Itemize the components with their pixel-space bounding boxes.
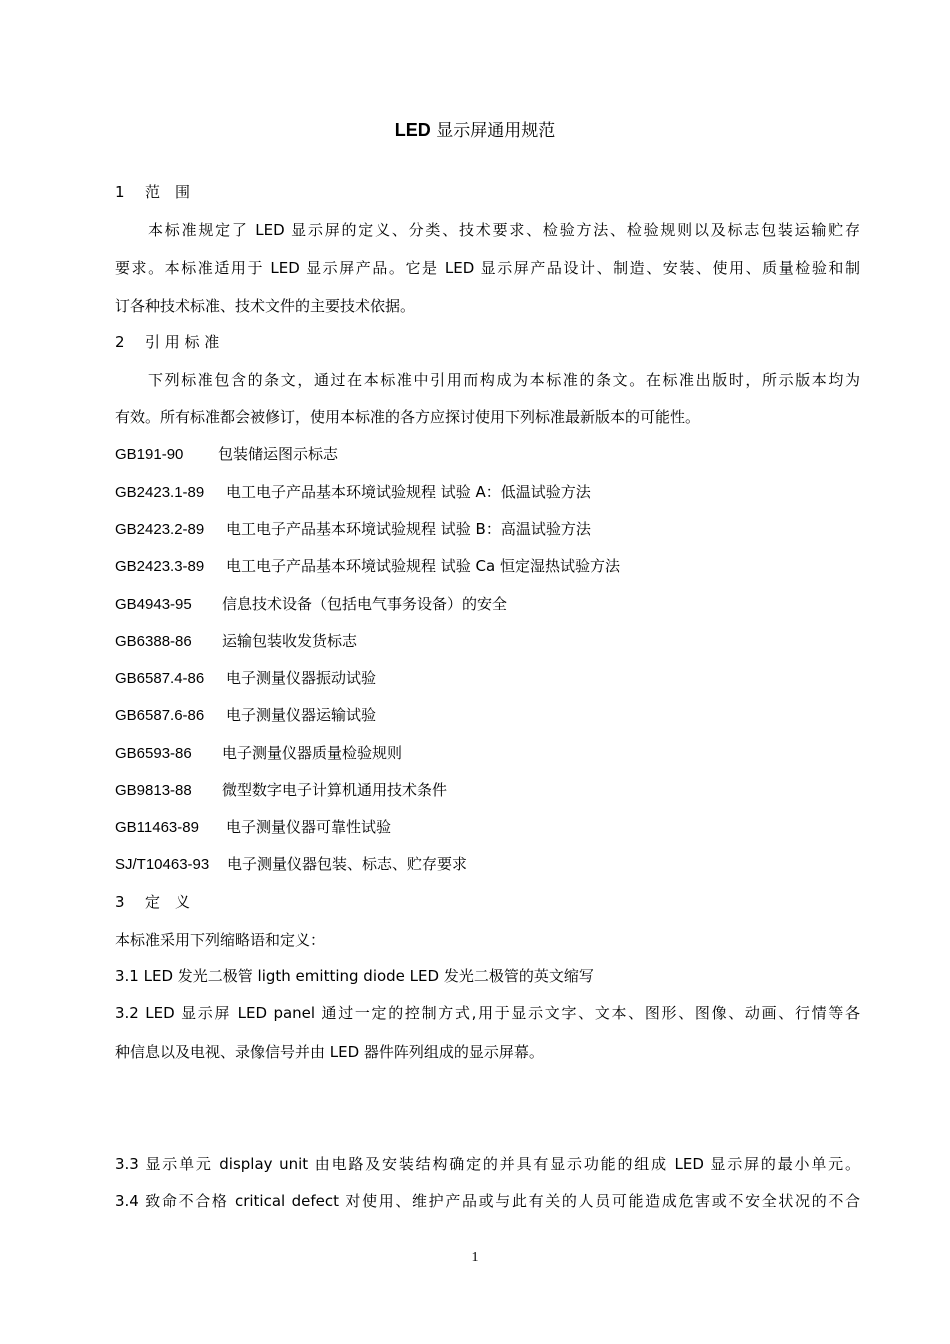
section-1-paragraph-line-2: 要求。本标准适用于 LED 显示屏产品。它是 LED 显示屏产品设计、制造、安装、使用、质量检验和制	[115, 259, 860, 277]
reference-code: GB6388-86	[115, 633, 192, 650]
reference-name: 信息技术设备（包括电气事务设备）的安全	[222, 595, 508, 613]
reference-item	[115, 779, 860, 802]
reference-name: 电工电子产品基本环境试验规程 试验 Ca 恒定湿热试验方法	[226, 557, 620, 575]
section-2-paragraph-line-2: 有效。所有标准都会被修订，使用本标准的各方应探讨使用下列标准最新版本的可能性。	[115, 408, 701, 426]
reference-code: GB2423.2-89	[115, 521, 205, 538]
reference-code: GB9813-88	[115, 782, 192, 799]
section-2-heading	[115, 331, 860, 353]
section-1-paragraph-line-3: 订各种技术标准、技术文件的主要技术依据。	[115, 297, 416, 315]
reference-name: 包装储运图示标志	[218, 445, 339, 463]
section-3-title: 定 义	[145, 893, 191, 911]
definition-3-2-line-1: 3.2 LED 显示屏 LED panel 通过一定的控制方式,用于显示文字、文本、图形、图像、动画、行情等各	[115, 1004, 860, 1022]
title-prefix: LED	[394, 120, 431, 140]
reference-item	[115, 742, 860, 765]
reference-item	[115, 443, 860, 466]
reference-code: GB6593-86	[115, 745, 192, 762]
section-2-title: 引 用 标 准	[145, 333, 220, 351]
reference-code: GB2423.1-89	[115, 484, 205, 501]
reference-item	[115, 816, 860, 839]
reference-name: 电子测量仪器振动试验	[226, 669, 377, 687]
reference-name: 电子测量仪器运输试验	[226, 706, 377, 724]
reference-code: GB2423.3-89	[115, 558, 205, 575]
section-2-number: 2	[115, 333, 125, 351]
reference-code: GB6587.4-86	[115, 670, 205, 687]
reference-item	[115, 853, 860, 876]
title-suffix: 显示屏通用规范	[430, 121, 556, 141]
section-3-intro: 本标准采用下列缩略语和定义：	[115, 931, 326, 949]
reference-item	[115, 704, 860, 727]
section-1-title: 范 围	[145, 183, 191, 201]
reference-code: GB11463-89	[115, 819, 199, 836]
section-1-number: 1	[115, 183, 125, 201]
section-1-heading	[115, 181, 860, 203]
reference-name: 电子测量仪器质量检验规则	[222, 744, 403, 762]
section-3-number: 3	[115, 893, 125, 911]
definition-3-4: 3.4 致命不合格 critical defect 对使用、维护产品或与此有关的人员可能造成危害或不安全状况的不合	[115, 1192, 860, 1210]
document-title	[0, 116, 950, 141]
reference-item	[115, 593, 860, 616]
definition-3-2-line-2: 种信息以及电视、录像信号并由 LED 器件阵列组成的显示屏幕。	[115, 1043, 544, 1061]
section-2-paragraph-line-1: 下列标准包含的条文，通过在本标准中引用而构成为本标准的条文。在标准出版时，所示版本均为	[148, 371, 860, 389]
definition-3-1: 3.1 LED 发光二极管 ligth emitting diode LED 发光二极管的英文缩写	[115, 967, 594, 985]
reference-name: 电子测量仪器可靠性试验	[226, 818, 392, 836]
reference-code: SJ/T10463-93	[115, 856, 210, 873]
reference-item	[115, 667, 860, 690]
reference-code: GB4943-95	[115, 596, 192, 613]
reference-code: GB191-90	[115, 446, 184, 463]
reference-item	[115, 518, 860, 541]
reference-code: GB6587.6-86	[115, 707, 205, 724]
reference-name: 电工电子产品基本环境试验规程 试验 B：高温试验方法	[226, 520, 591, 538]
section-1-paragraph-line-1: 本标准规定了 LED 显示屏的定义、分类、技术要求、检验方法、检验规则以及标志包装运输贮存	[148, 221, 860, 239]
reference-name: 运输包装收发货标志	[222, 632, 358, 650]
reference-item	[115, 481, 860, 504]
reference-item	[115, 630, 860, 653]
reference-name: 电工电子产品基本环境试验规程 试验 A：低温试验方法	[226, 483, 591, 501]
section-3-heading	[115, 891, 860, 913]
reference-item	[115, 555, 860, 578]
page-number: 1	[471, 1250, 479, 1265]
definition-3-3: 3.3 显示单元 display unit 由电路及安装结构确定的并具有显示功能的组成 LED 显示屏的最小单元。	[115, 1155, 860, 1173]
reference-name: 电子测量仪器包装、标志、贮存要求	[227, 855, 468, 873]
reference-name: 微型数字电子计算机通用技术条件	[222, 781, 448, 799]
